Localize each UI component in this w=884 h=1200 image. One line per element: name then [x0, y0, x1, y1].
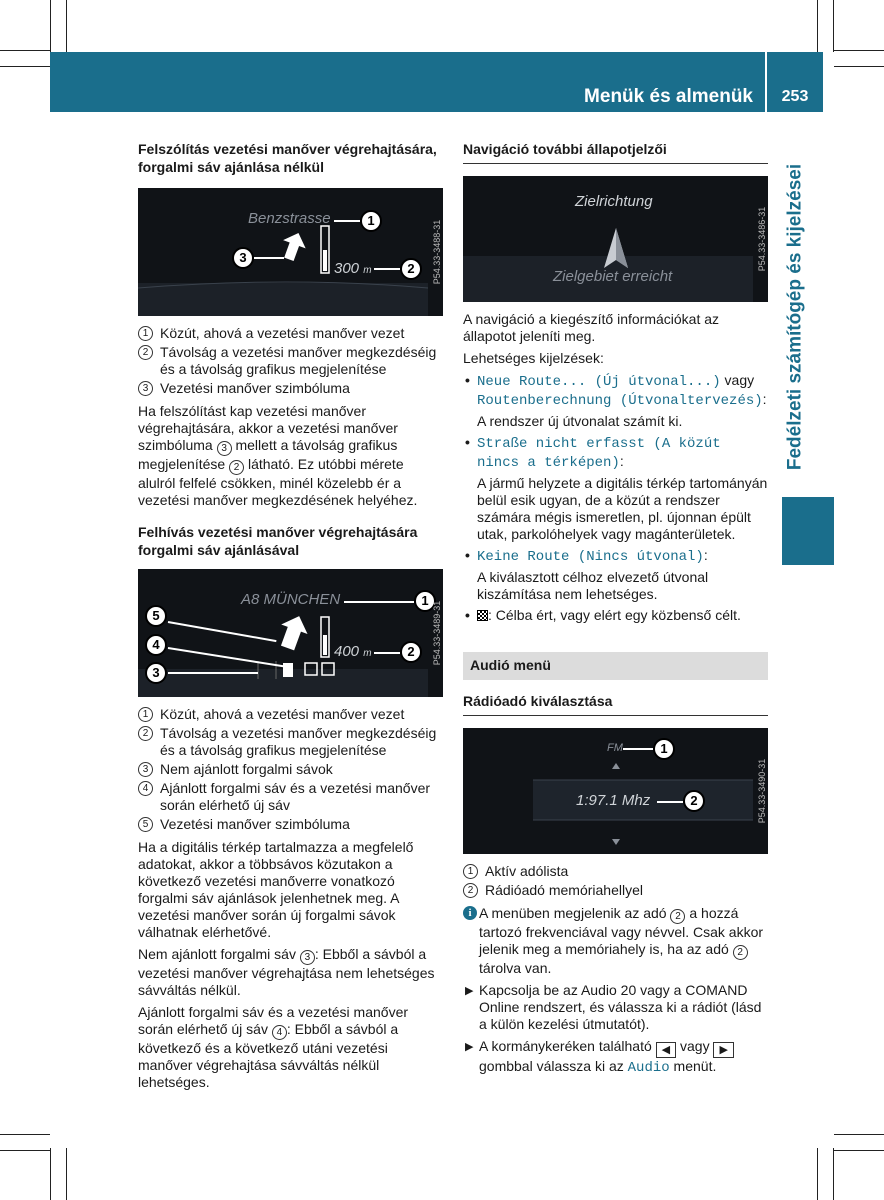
- text-span: : Ebből a sávból a következő és a következő utáni vezetési manőver végrehajtása sávváltás nélkül lehetséges.: [138, 1021, 399, 1090]
- page-header: [50, 52, 765, 112]
- text-span: : Ebből a sávból a vezetési manőver végrehajtása nem lehetséges sávváltás nélkül.: [138, 946, 435, 998]
- legend-text: Közút, ahová a vezetési manőver vezet: [160, 706, 405, 722]
- status-top: Zielrichtung: [575, 193, 653, 210]
- bullet-list: [463, 372, 768, 624]
- instruction-step: [463, 1038, 768, 1077]
- callout-5: 5: [145, 605, 167, 627]
- section-heading: Felhívás vezetési manőver végrehajtására forgalmi sáv ajánlásával: [138, 524, 418, 558]
- legend-item: [138, 344, 443, 378]
- inline-ref: 4: [272, 1025, 287, 1040]
- crop-mark: [834, 66, 884, 67]
- callout-2: 2: [400, 258, 422, 280]
- inline-ref: 2: [229, 460, 244, 475]
- side-tab-block: [782, 497, 834, 565]
- text-span: Ajánlott forgalmi sáv és a vezetési manőver során elérhető új sáv: [138, 1004, 409, 1037]
- distance-unit: m: [363, 648, 372, 659]
- checkered-flag-icon: [477, 610, 488, 621]
- legend-text: Vezetési manőver szimbóluma: [160, 380, 350, 396]
- legend-item: [138, 706, 443, 723]
- bullet-item: [463, 607, 768, 624]
- callout-3: 3: [232, 247, 254, 269]
- distance-unit: m: [363, 265, 372, 276]
- legend-item: [138, 761, 443, 778]
- text-span: A kormánykeréken található: [479, 1038, 652, 1054]
- crop-mark: [0, 1150, 50, 1151]
- callout-line: [254, 257, 284, 259]
- crop-mark: [50, 1148, 51, 1200]
- text-span: gombbal válassza ki az: [479, 1058, 624, 1074]
- page-number-box: [767, 52, 823, 112]
- legend-item: [138, 816, 443, 833]
- right-column: [463, 140, 768, 1082]
- legend-text: Távolság a vezetési manőver megkezdéséig és a távolság grafikus megjelenítése: [160, 725, 437, 758]
- triangle-right-icon: ▶: [465, 985, 474, 997]
- bullet-desc: A jármű helyzete a digitális térkép tartományán belül esik ugyan, de a közút a rendszer számára mégis ismeretlen, pl. újonnan épült utak, parkolóhelyek vagy magánterületek.: [477, 475, 768, 542]
- text-span: : Célba ért, vagy elért egy közbenső célt.: [488, 607, 741, 623]
- crop-mark: [833, 1148, 834, 1200]
- legend-list: [138, 325, 443, 397]
- legend-number: 1: [138, 326, 153, 341]
- nav-screen-2: [138, 569, 443, 697]
- distance-readout: [334, 643, 372, 662]
- text-span: :: [619, 453, 624, 469]
- crop-mark: [0, 1134, 50, 1135]
- body-paragraph: [138, 1004, 443, 1091]
- text-span: Ha felszólítást kap vezetési manőver végrehajtására, akkor a vezetési manőver szimbóluma: [138, 403, 398, 453]
- legend-number: 3: [138, 381, 153, 396]
- callout-1: 1: [653, 738, 675, 760]
- text-span: Nem ajánlott forgalmi sáv: [138, 946, 296, 962]
- text-span: :: [762, 391, 767, 407]
- legend-list: [138, 706, 443, 833]
- crop-mark: [0, 66, 50, 67]
- display-text: Audio: [627, 1060, 670, 1076]
- display-text: Straße nicht erfasst (A közút nincs a térképen): [477, 436, 721, 471]
- crop-mark: [817, 1148, 818, 1200]
- side-tab-label: Fedélzeti számítógép és kijelzései: [784, 163, 806, 471]
- distance-readout: [334, 260, 372, 279]
- legend-item: [138, 780, 443, 814]
- distance-value: 400: [334, 643, 360, 660]
- display-text: Keine Route (Nincs útvonal): [477, 549, 704, 565]
- legend-item: [138, 725, 443, 759]
- text-span: mellett a távolság grafikus megjelenítése: [138, 437, 398, 472]
- text-span: tárolva van.: [479, 960, 552, 976]
- callout-line: [344, 601, 414, 603]
- image-code: P54.33-3489-31: [432, 600, 443, 666]
- crop-mark: [66, 1148, 67, 1200]
- image-code: P54.33-3490-31: [757, 758, 768, 824]
- crop-mark: [834, 1150, 884, 1151]
- legend-number: 4: [138, 781, 153, 796]
- display-text: Routenberechnung (Útvonaltervezés): [477, 393, 763, 409]
- legend-number: 2: [463, 883, 478, 898]
- legend-number: 2: [138, 726, 153, 741]
- legend-text: Rádióadó memóriahellyel: [485, 882, 643, 898]
- text-span: Kapcsolja be az Audio 20 vagy a COMAND Online rendszert, és válassza ki a rádiót (lásd a külön kezelési útmutatót).: [479, 982, 762, 1032]
- instruction-step: [463, 982, 768, 1033]
- inline-ref: 3: [300, 950, 315, 965]
- callout-line: [374, 652, 400, 654]
- legend-text: Közút, ahová a vezetési manőver vezet: [160, 325, 405, 341]
- callout-1: 1: [414, 590, 436, 612]
- callout-line: [657, 801, 683, 803]
- text-span: vagy: [680, 1038, 710, 1054]
- crop-mark: [50, 0, 51, 52]
- crop-mark: [0, 50, 50, 51]
- nav-screen-1: [138, 188, 443, 316]
- nav-screen-1-graphic: [138, 188, 443, 316]
- section-heading: Rádióadó kiválasztása: [463, 692, 768, 716]
- text-span: vagy: [720, 372, 755, 388]
- left-key-icon: ◀: [656, 1042, 676, 1058]
- image-code: P54.33-3488-31: [432, 219, 443, 285]
- callout-2: 2: [400, 641, 422, 663]
- legend-number: 5: [138, 817, 153, 832]
- legend-item: [463, 882, 768, 899]
- callout-4: 4: [145, 634, 167, 656]
- bullet-desc: A kiválasztott célhoz elvezető útvonal kiszámítása nem lehetséges.: [477, 569, 709, 602]
- audio-menu-bar: Audió menü: [463, 652, 768, 680]
- side-tab: [780, 145, 810, 490]
- distance-value: 300: [334, 260, 360, 277]
- page-number: 253: [781, 88, 809, 105]
- right-key-icon: ▶: [713, 1042, 733, 1058]
- text-span: a hozzá tartozó frekvenciával vagy névvel. Csak akkor jelenik meg a memóriahely is, ha az adó: [479, 905, 764, 957]
- crop-mark: [834, 50, 884, 51]
- legend-text: Távolság a vezetési manőver megkezdéséig és a távolság grafikus megjelenítése: [160, 344, 437, 377]
- nav-status-screen: [463, 176, 768, 302]
- body-paragraph: Lehetséges kijelzések:: [463, 350, 604, 366]
- band-label: FM: [607, 742, 623, 754]
- radio-screen: [463, 728, 768, 854]
- legend-number: 1: [463, 864, 478, 879]
- legend-item: [463, 863, 768, 880]
- legend-list: [463, 863, 768, 899]
- inline-ref: 2: [670, 909, 685, 924]
- text-span: látható. Ez utóbbi mérete alulról felfelé csökken, minél közelebb ér a vezetési manőver megkezdésének helyéhez.: [138, 456, 418, 508]
- bullet-desc: A rendszer új útvonalat számít ki.: [477, 413, 683, 429]
- legend-number: 1: [138, 707, 153, 722]
- bullet-item: [463, 372, 768, 430]
- crop-mark: [66, 0, 67, 52]
- frequency-readout: 1:97.1 Mhz: [576, 792, 651, 809]
- header-title: Menük és almenük: [584, 86, 753, 107]
- legend-text: Aktív adólista: [485, 863, 569, 879]
- section-heading: Navigáció további állapotjelzői: [463, 140, 768, 164]
- callout-line: [374, 268, 400, 270]
- legend-text: Vezetési manőver szimbóluma: [160, 816, 350, 832]
- legend-number: 3: [138, 762, 153, 777]
- callout-line: [623, 748, 653, 750]
- info-note: [463, 905, 768, 977]
- crop-mark: [817, 0, 818, 52]
- body-paragraph: Ha a digitális térkép tartalmazza a megfelelő adatokat, akkor a többsávos közutakon a következő vezetési manőverre vonatkozó forgalmi sáv ajánlások jelenhetnek meg. A vezetési manőver során új forgalmi sávok válhatnak elérhetővé.: [138, 839, 414, 940]
- crop-mark: [834, 1134, 884, 1135]
- status-bottom: Zielgebiet erreicht: [553, 268, 673, 285]
- bullet-item: [463, 547, 768, 603]
- callout-3: 3: [145, 662, 167, 684]
- image-code: P54.33-3486-31: [757, 206, 768, 272]
- legend-item: [138, 380, 443, 397]
- body-paragraph: A navigáció a kiegészítő információkat az állapotot jeleníti meg.: [463, 311, 720, 344]
- left-column: [138, 140, 443, 1096]
- legend-item: [138, 325, 443, 342]
- street-name: Benzstrasse: [248, 210, 331, 227]
- text-span: menüt.: [673, 1058, 717, 1074]
- triangle-right-icon: ▶: [465, 1041, 474, 1053]
- body-paragraph: [138, 946, 443, 999]
- display-text: Neue Route... (Új útvonal...): [477, 374, 721, 390]
- bullet-item: [463, 434, 768, 543]
- legend-text: Nem ajánlott forgalmi sávok: [160, 761, 333, 777]
- nav-screen-2-graphic: [138, 569, 443, 697]
- callout-line: [168, 672, 258, 674]
- inline-ref: 2: [733, 945, 748, 960]
- legend-text: Ajánlott forgalmi sáv és a vezetési manőver során elérhető új sáv: [160, 780, 431, 813]
- body-paragraph: [138, 403, 443, 509]
- callout-1: 1: [360, 210, 382, 232]
- street-name: A8 MÜNCHEN: [241, 591, 341, 608]
- callout-2: 2: [683, 790, 705, 812]
- text-span: A menüben megjelenik az adó: [479, 905, 667, 921]
- callout-line: [334, 220, 360, 222]
- section-heading: Felszólítás vezetési manőver végrehajtására, forgalmi sáv ajánlása nélkül: [138, 141, 437, 175]
- legend-number: 2: [138, 345, 153, 360]
- inline-ref: 3: [217, 441, 232, 456]
- info-icon: i: [463, 906, 477, 920]
- text-span: :: [703, 547, 708, 563]
- crop-mark: [833, 0, 834, 52]
